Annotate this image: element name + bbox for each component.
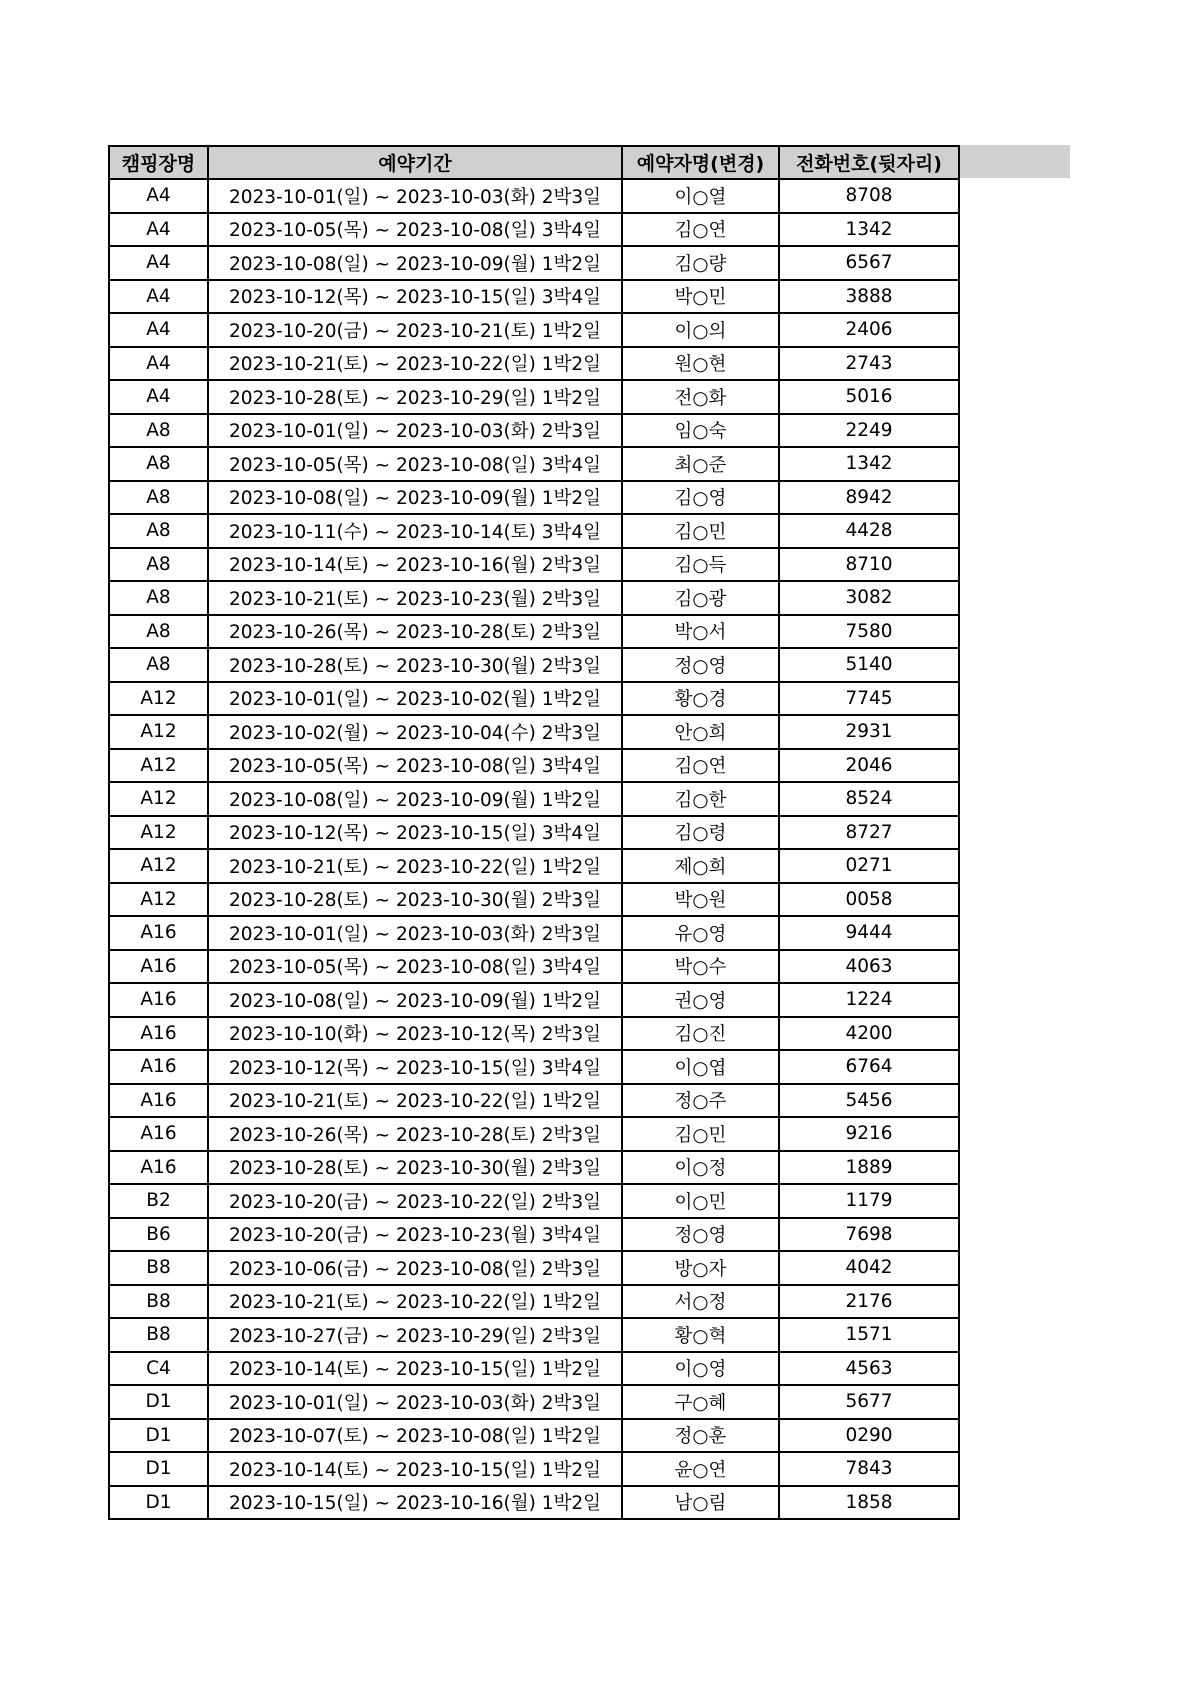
cell-period: 2023-10-05(목) ~ 2023-10-08(일) 3박4일 — [208, 213, 622, 247]
cell-phone: 4063 — [779, 950, 959, 984]
cell-phone: 3082 — [779, 581, 959, 615]
table-row — [109, 1318, 959, 1352]
cell-period: 2023-10-02(월) ~ 2023-10-04(수) 2박3일 — [208, 715, 622, 749]
cell-campsite: A4 — [109, 347, 208, 381]
cell-phone: 5016 — [779, 380, 959, 414]
cell-phone: 4563 — [779, 1352, 959, 1386]
cell-phone: 4200 — [779, 1017, 959, 1051]
cell-campsite: A12 — [109, 782, 208, 816]
cell-booker-name: 남○림 — [622, 1486, 779, 1520]
cell-booker-name: 정○훈 — [622, 1419, 779, 1453]
cell-booker-name: 구○혜 — [622, 1385, 779, 1419]
cell-phone: 8710 — [779, 548, 959, 582]
cell-period: 2023-10-12(목) ~ 2023-10-15(일) 3박4일 — [208, 1050, 622, 1084]
cell-booker-name: 서○정 — [622, 1285, 779, 1319]
cell-campsite: A4 — [109, 313, 208, 347]
cell-phone: 8524 — [779, 782, 959, 816]
table-row — [109, 749, 959, 783]
cell-period: 2023-10-21(토) ~ 2023-10-22(일) 1박2일 — [208, 1084, 622, 1118]
cell-campsite: A16 — [109, 1084, 208, 1118]
cell-period: 2023-10-12(목) ~ 2023-10-15(일) 3박4일 — [208, 280, 622, 314]
cell-period: 2023-10-08(일) ~ 2023-10-09(월) 1박2일 — [208, 782, 622, 816]
header-campsite: 캠핑장명 — [109, 146, 208, 179]
cell-booker-name: 방○자 — [622, 1251, 779, 1285]
cell-phone: 2249 — [779, 414, 959, 448]
cell-period: 2023-10-28(토) ~ 2023-10-30(월) 2박3일 — [208, 648, 622, 682]
cell-campsite: C4 — [109, 1352, 208, 1386]
cell-booker-name: 김○민 — [622, 1117, 779, 1151]
table-row — [109, 447, 959, 481]
cell-phone: 2931 — [779, 715, 959, 749]
table-row — [109, 1151, 959, 1185]
cell-period: 2023-10-01(일) ~ 2023-10-02(월) 1박2일 — [208, 682, 622, 716]
cell-period: 2023-10-01(일) ~ 2023-10-03(화) 2박3일 — [208, 916, 622, 950]
table-row — [109, 916, 959, 950]
cell-period: 2023-10-05(목) ~ 2023-10-08(일) 3박4일 — [208, 950, 622, 984]
cell-campsite: A12 — [109, 883, 208, 917]
cell-booker-name: 황○혁 — [622, 1318, 779, 1352]
cell-booker-name: 김○한 — [622, 782, 779, 816]
cell-period: 2023-10-28(토) ~ 2023-10-30(월) 2박3일 — [208, 1151, 622, 1185]
cell-period: 2023-10-21(토) ~ 2023-10-22(일) 1박2일 — [208, 1285, 622, 1319]
cell-campsite: B6 — [109, 1218, 208, 1252]
cell-phone: 2743 — [779, 347, 959, 381]
cell-period: 2023-10-01(일) ~ 2023-10-03(화) 2박3일 — [208, 1385, 622, 1419]
cell-booker-name: 정○영 — [622, 648, 779, 682]
cell-campsite: B8 — [109, 1251, 208, 1285]
cell-phone: 4428 — [779, 514, 959, 548]
cell-period: 2023-10-07(토) ~ 2023-10-08(일) 1박2일 — [208, 1419, 622, 1453]
table-row — [109, 715, 959, 749]
cell-campsite: A12 — [109, 749, 208, 783]
cell-booker-name: 안○희 — [622, 715, 779, 749]
cell-campsite: A4 — [109, 179, 208, 213]
header-fill-extension — [958, 145, 1070, 178]
cell-phone: 1889 — [779, 1151, 959, 1185]
cell-booker-name: 권○영 — [622, 983, 779, 1017]
cell-campsite: A12 — [109, 816, 208, 850]
cell-campsite: A4 — [109, 246, 208, 280]
header-row — [109, 146, 959, 179]
table-row — [109, 246, 959, 280]
cell-phone: 7580 — [779, 615, 959, 649]
table-body — [109, 179, 959, 1519]
cell-period: 2023-10-12(목) ~ 2023-10-15(일) 3박4일 — [208, 816, 622, 850]
cell-booker-name: 김○광 — [622, 581, 779, 615]
cell-phone: 8942 — [779, 481, 959, 515]
cell-period: 2023-10-05(목) ~ 2023-10-08(일) 3박4일 — [208, 447, 622, 481]
cell-campsite: A8 — [109, 548, 208, 582]
cell-phone: 2406 — [779, 313, 959, 347]
cell-booker-name: 김○량 — [622, 246, 779, 280]
table-row — [109, 615, 959, 649]
cell-period: 2023-10-28(토) ~ 2023-10-30(월) 2박3일 — [208, 883, 622, 917]
cell-period: 2023-10-01(일) ~ 2023-10-03(화) 2박3일 — [208, 414, 622, 448]
cell-phone: 0271 — [779, 849, 959, 883]
cell-phone: 2046 — [779, 749, 959, 783]
table-row — [109, 280, 959, 314]
table-row — [109, 1419, 959, 1453]
cell-booker-name: 이○영 — [622, 1352, 779, 1386]
cell-booker-name: 김○득 — [622, 548, 779, 582]
cell-phone: 0058 — [779, 883, 959, 917]
table-row — [109, 1218, 959, 1252]
cell-booker-name: 김○진 — [622, 1017, 779, 1051]
cell-period: 2023-10-14(토) ~ 2023-10-15(일) 1박2일 — [208, 1352, 622, 1386]
cell-booker-name: 박○원 — [622, 883, 779, 917]
table-row — [109, 1385, 959, 1419]
cell-phone: 3888 — [779, 280, 959, 314]
cell-period: 2023-10-15(일) ~ 2023-10-16(월) 1박2일 — [208, 1486, 622, 1520]
cell-period: 2023-10-28(토) ~ 2023-10-29(일) 1박2일 — [208, 380, 622, 414]
table-row — [109, 514, 959, 548]
cell-booker-name: 김○연 — [622, 213, 779, 247]
cell-campsite: A8 — [109, 447, 208, 481]
cell-campsite: A16 — [109, 1050, 208, 1084]
cell-phone: 2176 — [779, 1285, 959, 1319]
table-row — [109, 816, 959, 850]
table-row — [109, 1084, 959, 1118]
table-row — [109, 213, 959, 247]
cell-campsite: D1 — [109, 1486, 208, 1520]
cell-phone: 7698 — [779, 1218, 959, 1252]
table-row — [109, 782, 959, 816]
cell-booker-name: 정○영 — [622, 1218, 779, 1252]
cell-phone: 9216 — [779, 1117, 959, 1151]
cell-phone: 9444 — [779, 916, 959, 950]
table-row — [109, 1285, 959, 1319]
cell-booker-name: 제○희 — [622, 849, 779, 883]
cell-booker-name: 김○령 — [622, 816, 779, 850]
cell-booker-name: 박○수 — [622, 950, 779, 984]
table-row — [109, 1352, 959, 1386]
cell-campsite: A12 — [109, 682, 208, 716]
cell-campsite: A4 — [109, 280, 208, 314]
cell-booker-name: 정○주 — [622, 1084, 779, 1118]
header-phone: 전화번호(뒷자리) — [779, 146, 959, 179]
cell-booker-name: 김○민 — [622, 514, 779, 548]
cell-period: 2023-10-08(일) ~ 2023-10-09(월) 1박2일 — [208, 983, 622, 1017]
table-row — [109, 983, 959, 1017]
cell-campsite: B8 — [109, 1318, 208, 1352]
cell-phone: 6567 — [779, 246, 959, 280]
table-row — [109, 414, 959, 448]
cell-campsite: A16 — [109, 1117, 208, 1151]
cell-booker-name: 이○열 — [622, 179, 779, 213]
cell-campsite: A4 — [109, 213, 208, 247]
cell-booker-name: 이○의 — [622, 313, 779, 347]
table-row — [109, 950, 959, 984]
cell-booker-name: 김○영 — [622, 481, 779, 515]
table-row — [109, 883, 959, 917]
header-period: 예약기간 — [208, 146, 622, 179]
cell-campsite: A16 — [109, 1017, 208, 1051]
cell-campsite: A8 — [109, 414, 208, 448]
table-row — [109, 1050, 959, 1084]
cell-campsite: A8 — [109, 615, 208, 649]
cell-campsite: B8 — [109, 1285, 208, 1319]
cell-phone: 8708 — [779, 179, 959, 213]
cell-phone: 1342 — [779, 447, 959, 481]
cell-booker-name: 김○연 — [622, 749, 779, 783]
cell-booker-name: 박○서 — [622, 615, 779, 649]
cell-booker-name: 유○영 — [622, 916, 779, 950]
cell-phone: 1224 — [779, 983, 959, 1017]
cell-period: 2023-10-14(토) ~ 2023-10-16(월) 2박3일 — [208, 548, 622, 582]
cell-phone: 5677 — [779, 1385, 959, 1419]
table-row — [109, 849, 959, 883]
table-row — [109, 1452, 959, 1486]
cell-booker-name: 전○화 — [622, 380, 779, 414]
cell-period: 2023-10-26(목) ~ 2023-10-28(토) 2박3일 — [208, 615, 622, 649]
table-row — [109, 1486, 959, 1520]
cell-phone: 6764 — [779, 1050, 959, 1084]
header-booker-name: 예약자명(변경) — [622, 146, 779, 179]
cell-period: 2023-10-26(목) ~ 2023-10-28(토) 2박3일 — [208, 1117, 622, 1151]
cell-booker-name: 이○엽 — [622, 1050, 779, 1084]
cell-period: 2023-10-10(화) ~ 2023-10-12(목) 2박3일 — [208, 1017, 622, 1051]
cell-campsite: B2 — [109, 1184, 208, 1218]
cell-campsite: D1 — [109, 1452, 208, 1486]
cell-campsite: A8 — [109, 514, 208, 548]
cell-phone: 4042 — [779, 1251, 959, 1285]
cell-period: 2023-10-05(목) ~ 2023-10-08(일) 3박4일 — [208, 749, 622, 783]
table-header — [109, 146, 959, 179]
cell-campsite: A8 — [109, 648, 208, 682]
cell-campsite: A12 — [109, 849, 208, 883]
cell-booker-name: 박○민 — [622, 280, 779, 314]
cell-period: 2023-10-08(일) ~ 2023-10-09(월) 1박2일 — [208, 481, 622, 515]
cell-campsite: A16 — [109, 916, 208, 950]
table-row — [109, 481, 959, 515]
cell-campsite: D1 — [109, 1419, 208, 1453]
cell-period: 2023-10-14(토) ~ 2023-10-15(일) 1박2일 — [208, 1452, 622, 1486]
table-row — [109, 1184, 959, 1218]
table-row — [109, 380, 959, 414]
cell-booker-name: 이○민 — [622, 1184, 779, 1218]
cell-phone: 8727 — [779, 816, 959, 850]
table-row — [109, 1117, 959, 1151]
cell-booker-name: 원○현 — [622, 347, 779, 381]
cell-campsite: A16 — [109, 950, 208, 984]
cell-booker-name: 최○준 — [622, 447, 779, 481]
cell-campsite: A4 — [109, 380, 208, 414]
table-row — [109, 648, 959, 682]
cell-phone: 1858 — [779, 1486, 959, 1520]
cell-phone: 1179 — [779, 1184, 959, 1218]
cell-period: 2023-10-11(수) ~ 2023-10-14(토) 3박4일 — [208, 514, 622, 548]
cell-booker-name: 임○숙 — [622, 414, 779, 448]
cell-phone: 7843 — [779, 1452, 959, 1486]
cell-campsite: D1 — [109, 1385, 208, 1419]
cell-campsite: A8 — [109, 481, 208, 515]
table-row — [109, 347, 959, 381]
cell-period: 2023-10-06(금) ~ 2023-10-08(일) 2박3일 — [208, 1251, 622, 1285]
table-row — [109, 548, 959, 582]
cell-phone: 0290 — [779, 1419, 959, 1453]
cell-phone: 1571 — [779, 1318, 959, 1352]
cell-phone: 5140 — [779, 648, 959, 682]
cell-period: 2023-10-08(일) ~ 2023-10-09(월) 1박2일 — [208, 246, 622, 280]
cell-campsite: A16 — [109, 1151, 208, 1185]
cell-period: 2023-10-20(금) ~ 2023-10-22(일) 2박3일 — [208, 1184, 622, 1218]
cell-period: 2023-10-21(토) ~ 2023-10-22(일) 1박2일 — [208, 347, 622, 381]
reservation-table — [108, 145, 960, 1520]
cell-booker-name: 이○정 — [622, 1151, 779, 1185]
cell-period: 2023-10-20(금) ~ 2023-10-23(월) 3박4일 — [208, 1218, 622, 1252]
table-row — [109, 179, 959, 213]
cell-phone: 7745 — [779, 682, 959, 716]
cell-campsite: A12 — [109, 715, 208, 749]
table-row — [109, 313, 959, 347]
cell-period: 2023-10-21(토) ~ 2023-10-22(일) 1박2일 — [208, 849, 622, 883]
table-row — [109, 581, 959, 615]
cell-phone: 5456 — [779, 1084, 959, 1118]
cell-period: 2023-10-27(금) ~ 2023-10-29(일) 2박3일 — [208, 1318, 622, 1352]
cell-period: 2023-10-21(토) ~ 2023-10-23(월) 2박3일 — [208, 581, 622, 615]
cell-booker-name: 황○경 — [622, 682, 779, 716]
cell-booker-name: 윤○연 — [622, 1452, 779, 1486]
cell-campsite: A8 — [109, 581, 208, 615]
cell-campsite: A16 — [109, 983, 208, 1017]
cell-period: 2023-10-01(일) ~ 2023-10-03(화) 2박3일 — [208, 179, 622, 213]
cell-period: 2023-10-20(금) ~ 2023-10-21(토) 1박2일 — [208, 313, 622, 347]
cell-phone: 1342 — [779, 213, 959, 247]
table-row — [109, 1251, 959, 1285]
table-row — [109, 1017, 959, 1051]
table-row — [109, 682, 959, 716]
